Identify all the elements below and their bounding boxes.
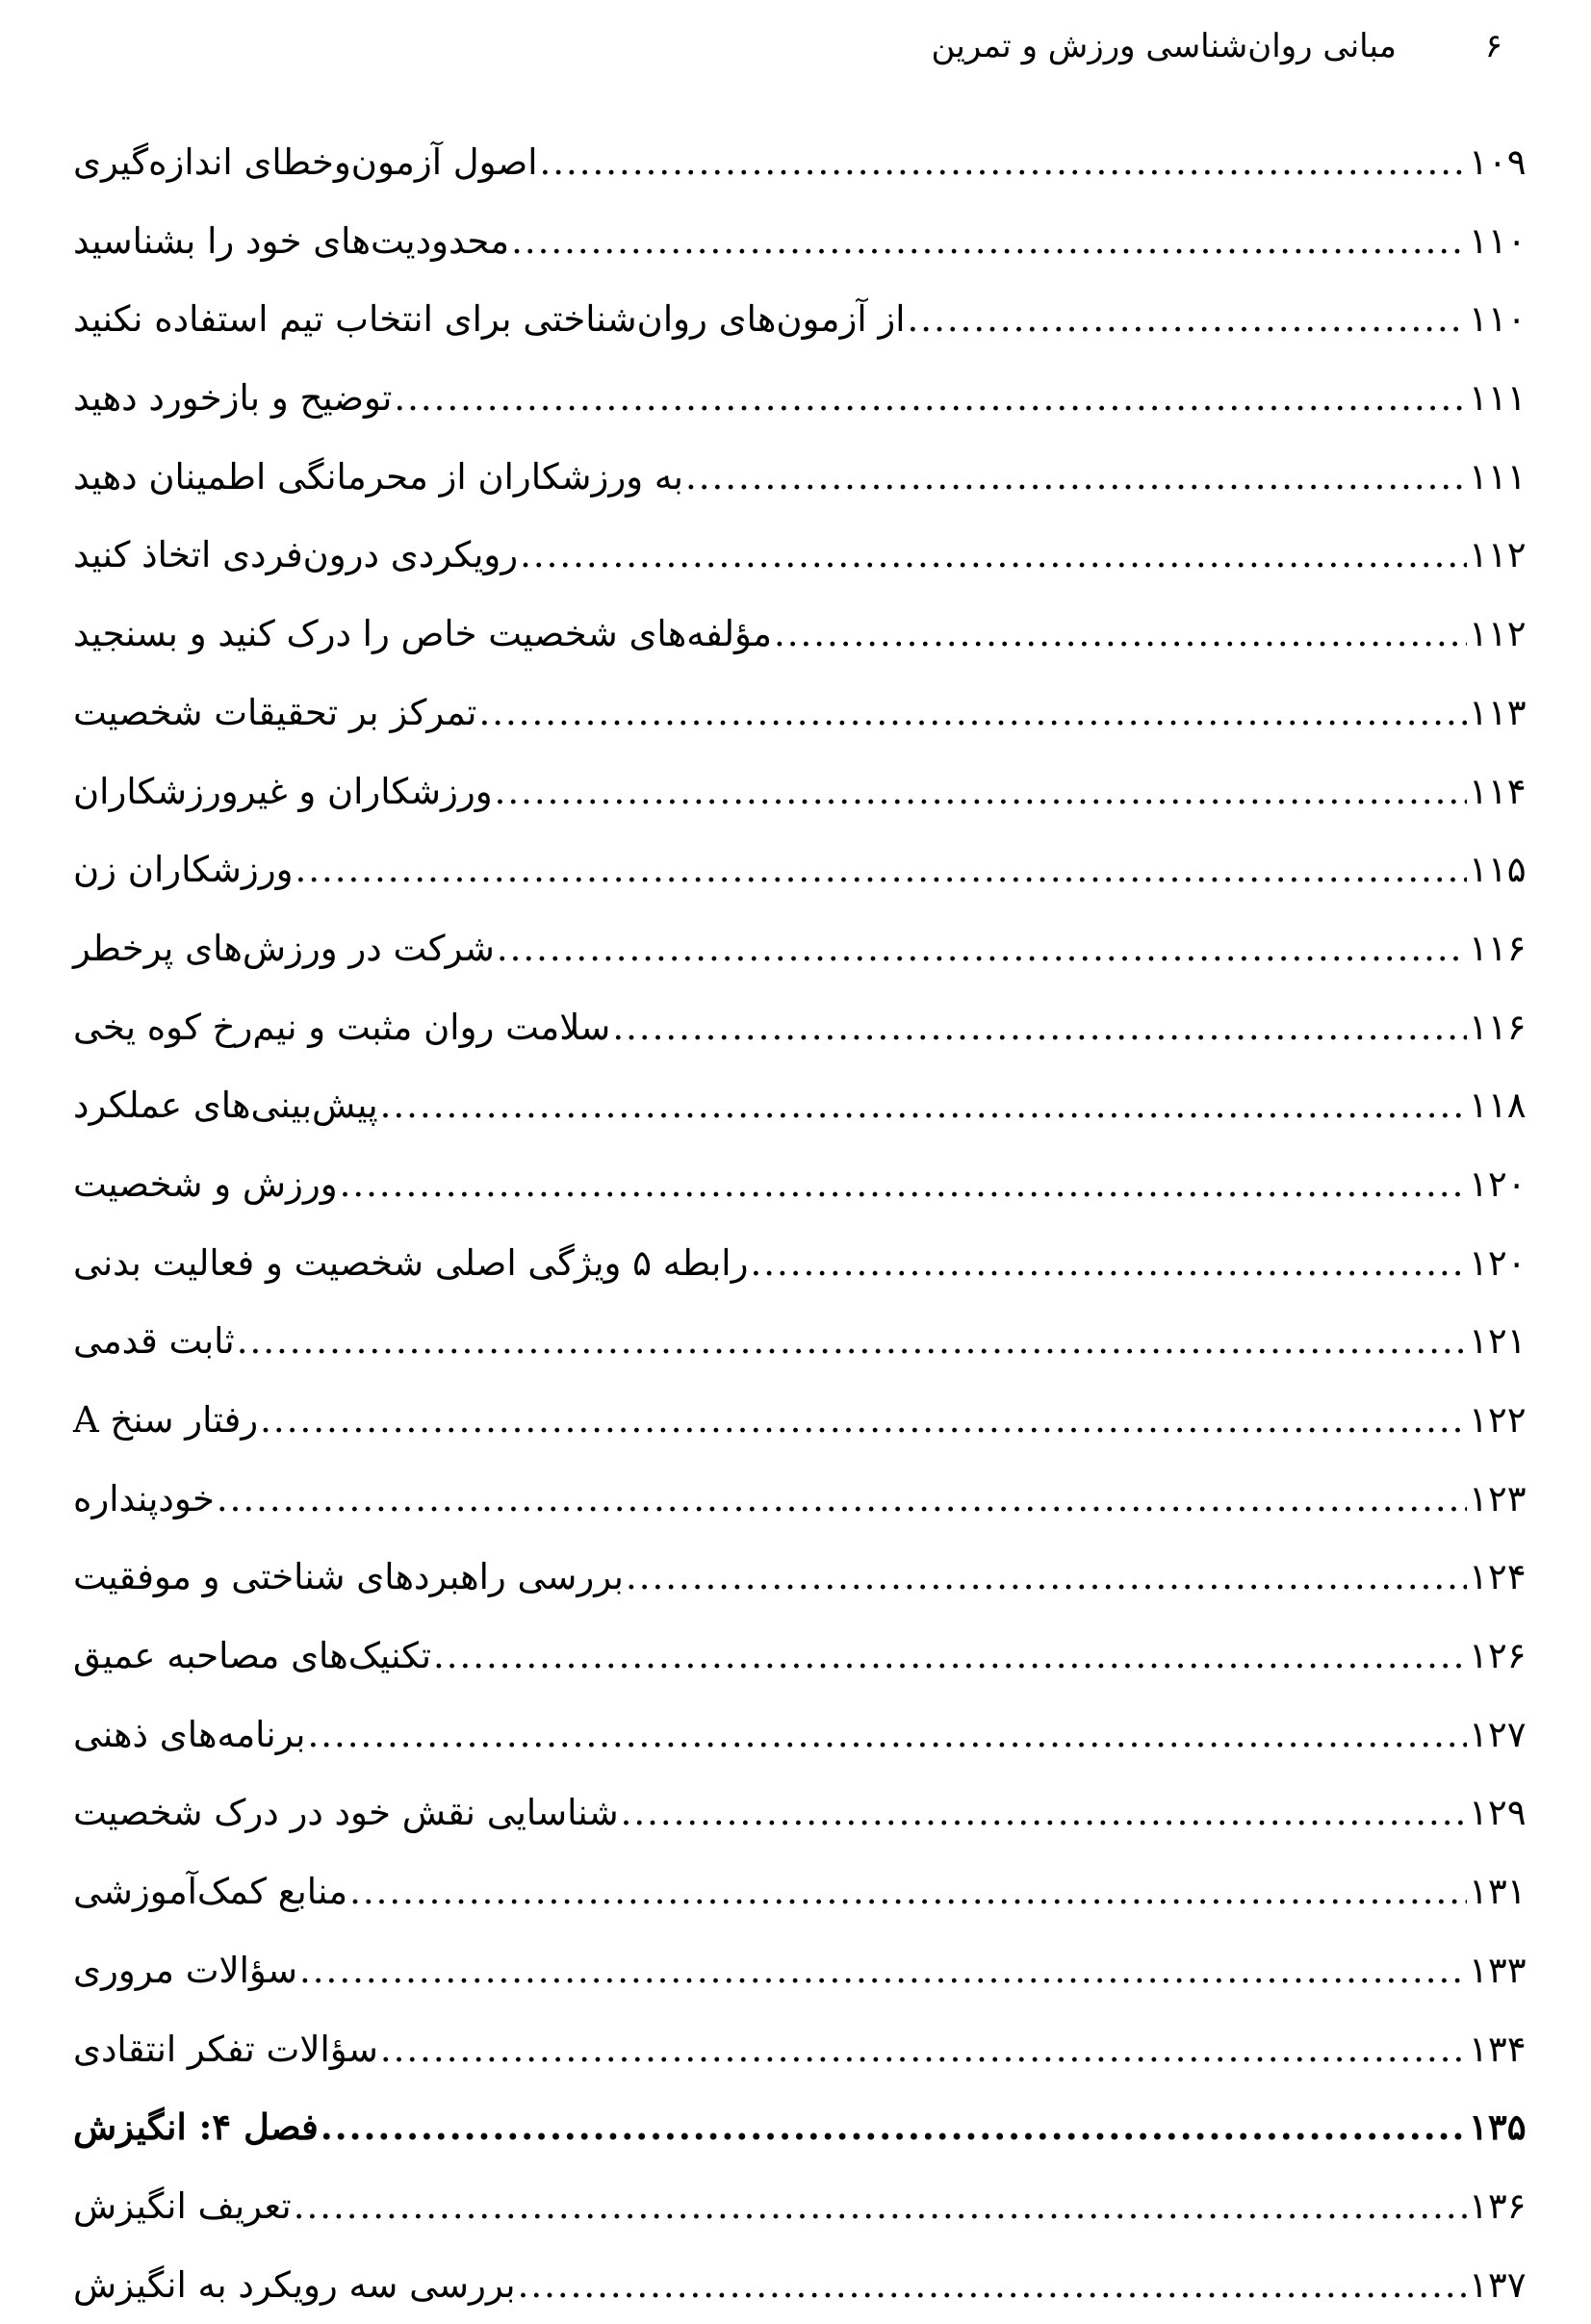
toc-dot-leader (774, 595, 1467, 674)
page-header (0, 21, 1591, 79)
toc-entry-title: بررسی راهبردهای شناختی و موفقیت (73, 1556, 624, 1598)
toc-entry-page-number: ۱۱۱ (1469, 377, 1527, 420)
toc-entry[interactable] (69, 202, 1534, 281)
toc-dot-leader (497, 909, 1467, 988)
toc-entry-title: سؤالات تفکر انتقادی (73, 2028, 378, 2070)
page-number: ۶ (1484, 27, 1502, 65)
toc-entry-page-number: ۱۲۹ (1469, 1792, 1527, 1834)
toc-entry[interactable] (69, 1224, 1534, 1303)
toc-entry[interactable] (69, 1617, 1534, 1696)
toc-entry-title: سلامت روان مثبت و نیم‌رخ کوه یخی (73, 1006, 611, 1048)
toc-entry-title: منابع کمک‌آموزشی (73, 1871, 348, 1913)
table-of-contents (69, 123, 1534, 2324)
toc-dot-leader (380, 1066, 1467, 1145)
toc-entry-title: تعریف انگیزش (73, 2184, 292, 2227)
toc-entry-title: ورزشکاران و غیرورزشکاران (73, 770, 493, 812)
toc-entry-title: ورزشکاران زن (73, 849, 294, 891)
toc-entry-title: سؤالات مروری (73, 1949, 298, 1991)
toc-entry-title: شرکت در ورزش‌های پرخطر (73, 927, 495, 969)
toc-entry-page-number: ۱۱۰ (1469, 298, 1527, 341)
toc-dot-leader (349, 1852, 1467, 1931)
toc-entry-title: محدودیت‌های خود را بشناسید (73, 219, 510, 262)
toc-dot-leader (299, 1931, 1467, 2010)
toc-entry-page-number: ۱۱۸ (1469, 1085, 1527, 1127)
toc-entry-page-number: ۱۲۲ (1469, 1399, 1527, 1441)
toc-entry-page-number: ۱۱۱ (1469, 455, 1527, 498)
toc-entry-page-number: ۱۳۷ (1469, 2263, 1527, 2306)
toc-entry[interactable] (69, 2167, 1534, 2246)
toc-entry[interactable] (69, 1460, 1534, 1539)
toc-entry[interactable] (69, 1066, 1534, 1145)
toc-entry[interactable] (69, 1852, 1534, 1931)
toc-dot-leader (478, 674, 1467, 753)
toc-entry-page-number: ۱۰۹ (1469, 141, 1527, 183)
toc-dot-leader (295, 830, 1467, 909)
toc-entry-title: شناسایی نقش خود در درک شخصیت (73, 1792, 619, 1834)
toc-dot-leader (380, 2010, 1467, 2089)
toc-entry[interactable] (69, 674, 1534, 753)
toc-entry-title: تکنیک‌های مصاحبه عمیق (73, 1635, 431, 1677)
toc-entry-title: از آزمون‌های روان‌شناختی برای انتخاب تیم استفاده نکنید (73, 298, 906, 341)
running-title: مبانی روان‌شناسی ورزش و تمرین (931, 27, 1397, 65)
toc-dot-leader (260, 1381, 1467, 1460)
toc-entry[interactable] (69, 438, 1534, 517)
toc-dot-leader (626, 1538, 1467, 1617)
toc-entry-page-number: ۱۳۳ (1469, 1949, 1527, 1991)
toc-entry[interactable] (69, 280, 1534, 359)
toc-entry[interactable] (69, 516, 1534, 595)
toc-entry[interactable] (69, 1774, 1534, 1852)
toc-entry-page-number: ۱۲۴ (1469, 1556, 1527, 1598)
toc-entry-page-number: ۱۲۶ (1469, 1635, 1527, 1677)
toc-entry-page-number: ۱۳۶ (1469, 2184, 1527, 2227)
toc-entry-page-number: ۱۱۶ (1469, 927, 1527, 969)
toc-entry[interactable] (69, 123, 1534, 202)
toc-dot-leader (518, 2246, 1467, 2324)
toc-entry-page-number: ۱۱۲ (1469, 613, 1527, 655)
toc-entry-page-number: ۱۱۴ (1469, 770, 1527, 812)
toc-entry[interactable] (69, 595, 1534, 674)
toc-entry-title: مؤلفه‌های شخصیت خاص را درک کنید و بسنجید (73, 613, 772, 655)
toc-dot-leader (539, 123, 1467, 202)
toc-dot-leader (612, 988, 1467, 1067)
toc-dot-leader (520, 516, 1467, 595)
toc-entry[interactable] (69, 753, 1534, 831)
toc-entry-page-number: ۱۱۳ (1469, 691, 1527, 733)
toc-dot-leader (685, 438, 1467, 517)
toc-entry-title: بررسی سه رویکرد به انگیزش (73, 2263, 516, 2306)
toc-entry-page-number: ۱۳۴ (1469, 2028, 1527, 2070)
toc-entry-title: اصول آزمون‌وخطای اندازه‌گیری (73, 141, 538, 183)
toc-entry-title: فصل ۴: انگیزش (73, 2106, 319, 2149)
toc-entry-title: رابطه ۵ ویژگی اصلی شخصیت و فعالیت بدنی (73, 1241, 749, 1284)
toc-entry-page-number: ۱۲۳ (1469, 1477, 1527, 1520)
toc-entry-page-number: ۱۲۷ (1469, 1713, 1527, 1755)
toc-entry-page-number: ۱۱۵ (1469, 849, 1527, 891)
toc-dot-leader (433, 1617, 1467, 1696)
toc-entry[interactable] (69, 2246, 1534, 2324)
toc-dot-leader (321, 2088, 1467, 2167)
toc-entry-title: خودپنداره (73, 1477, 215, 1520)
toc-entry-page-number: ۱۲۰ (1469, 1241, 1527, 1284)
toc-dot-leader (621, 1774, 1467, 1852)
toc-dot-leader (394, 359, 1467, 438)
toc-dot-leader (217, 1460, 1467, 1539)
toc-entry-title: رویکردی درون‌فردی اتخاذ کنید (73, 534, 519, 576)
toc-dot-leader (307, 1696, 1467, 1775)
toc-entry-title: توضیح و بازخورد دهید (73, 377, 393, 420)
toc-entry[interactable] (69, 1931, 1534, 2010)
toc-entry[interactable] (69, 1696, 1534, 1775)
toc-entry-page-number: ۱۱۰ (1469, 219, 1527, 262)
toc-entry[interactable] (69, 1145, 1534, 1224)
toc-entry-title: رفتار سنخ A (73, 1399, 259, 1441)
toc-entry-page-number: ۱۱۶ (1469, 1006, 1527, 1048)
toc-dot-leader (294, 2167, 1467, 2246)
toc-entry-page-number: ۱۱۲ (1469, 534, 1527, 576)
toc-entry[interactable] (69, 1538, 1534, 1617)
toc-entry-title: تمرکز بر تحقیقات شخصیت (73, 691, 477, 733)
toc-entry-title: ورزش و شخصیت (73, 1162, 338, 1205)
toc-dot-leader (340, 1145, 1467, 1224)
toc-dot-leader (495, 753, 1467, 831)
toc-dot-leader (750, 1224, 1467, 1303)
toc-entry[interactable] (69, 1381, 1534, 1460)
toc-entry[interactable] (69, 1302, 1534, 1381)
toc-entry-title: پیش‌بینی‌های عملکرد (73, 1085, 378, 1127)
toc-chapter-entry[interactable] (69, 2088, 1534, 2167)
toc-entry[interactable] (69, 2010, 1534, 2089)
toc-entry-title: به ورزشکاران از محرمانگی اطمینان دهید (73, 455, 683, 498)
toc-entry[interactable] (69, 988, 1534, 1067)
toc-entry-page-number: ۱۳۱ (1469, 1871, 1527, 1913)
toc-entry-title: ثابت قدمی (73, 1320, 235, 1363)
toc-entry-page-number: ۱۳۵ (1469, 2106, 1527, 2149)
toc-entry[interactable] (69, 909, 1534, 988)
toc-entry-page-number: ۱۲۰ (1469, 1162, 1527, 1205)
toc-entry-page-number: ۱۲۱ (1469, 1320, 1527, 1363)
toc-entry-title: برنامه‌های ذهنی (73, 1713, 306, 1755)
toc-dot-leader (237, 1302, 1467, 1381)
toc-dot-leader (908, 280, 1467, 359)
toc-entry[interactable] (69, 830, 1534, 909)
toc-dot-leader (511, 202, 1467, 281)
toc-entry[interactable] (69, 359, 1534, 438)
